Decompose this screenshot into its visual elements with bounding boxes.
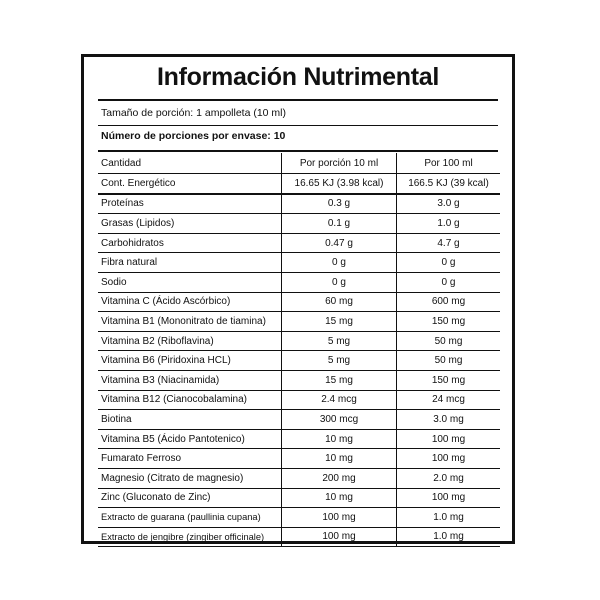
nutrient-name: Extracto de jengibre (zingiber officinale) xyxy=(98,527,282,547)
per-100ml-value: 3.0 mg xyxy=(397,410,501,430)
table-row xyxy=(98,233,500,253)
table-row xyxy=(98,253,500,273)
table-row xyxy=(98,429,500,449)
table-row xyxy=(98,488,500,508)
per-serving-value: 0 g xyxy=(282,253,397,273)
nutrient-name: Vitamina B2 (Riboflavina) xyxy=(98,331,282,351)
header-top-divider xyxy=(98,150,498,152)
per-100ml-value: 1.0 mg xyxy=(397,508,501,528)
per-serving-value: 10 mg xyxy=(282,429,397,449)
table-row xyxy=(98,312,500,332)
table-row xyxy=(98,370,500,390)
table-row xyxy=(98,292,500,312)
nutrient-name: Vitamina B3 (Niacinamida) xyxy=(98,370,282,390)
nutrient-name: Extracto de guarana (paullinia cupana) xyxy=(98,508,282,528)
table-row xyxy=(98,174,500,194)
per-serving-value: 100 mg xyxy=(282,508,397,528)
per-serving-value: 300 mcg xyxy=(282,410,397,430)
per-serving-value: 10 mg xyxy=(282,488,397,508)
table-row xyxy=(98,449,500,469)
per-100ml-value: 50 mg xyxy=(397,331,501,351)
servings-per-container: Número de porciones por envase: 10 xyxy=(101,130,286,142)
serving-size: Tamaño de porción: 1 ampolleta (10 ml) xyxy=(101,107,287,119)
table-row xyxy=(98,390,500,410)
nutrient-name: Zinc (Gluconato de Zinc) xyxy=(98,488,282,508)
nutrient-name: Fibra natural xyxy=(98,253,282,273)
per-100ml-value: 4.7 g xyxy=(397,233,501,253)
per-serving-value: 0.3 g xyxy=(282,194,397,214)
serving-divider xyxy=(98,125,498,126)
table-row xyxy=(98,351,500,371)
per-serving-value: 100 mg xyxy=(282,527,397,547)
per-100ml-value: 100 mg xyxy=(397,488,501,508)
per-serving-value: 16.65 KJ (3.98 kcal) xyxy=(282,174,397,194)
per-serving-value: 60 mg xyxy=(282,292,397,312)
per-serving-value: 200 mg xyxy=(282,468,397,488)
per-100ml-value: 166.5 KJ (39 kcal) xyxy=(397,174,501,194)
per-serving-value: 0.1 g xyxy=(282,214,397,234)
table-row xyxy=(98,410,500,430)
title-divider xyxy=(98,99,498,101)
nutrient-name: Carbohidratos xyxy=(98,233,282,253)
column-header-per-100ml: Por 100 ml xyxy=(397,153,501,174)
per-100ml-value: 100 mg xyxy=(397,429,501,449)
nutrient-name: Fumarato Ferroso xyxy=(98,449,282,469)
nutrient-name: Magnesio (Citrato de magnesio) xyxy=(98,468,282,488)
nutrient-name: Vitamina B12 (Cianocobalamina) xyxy=(98,390,282,410)
nutrient-name: Sodio xyxy=(98,272,282,292)
panel-title: Información Nutrimental xyxy=(156,63,440,91)
per-serving-value: 5 mg xyxy=(282,351,397,371)
nutrient-name: Cont. Energético xyxy=(98,174,282,194)
nutrient-name: Grasas (Lipidos) xyxy=(98,214,282,234)
per-100ml-value: 1.0 g xyxy=(397,214,501,234)
table-row xyxy=(98,272,500,292)
per-serving-value: 15 mg xyxy=(282,312,397,332)
per-serving-value: 10 mg xyxy=(282,449,397,469)
nutrition-facts-panel xyxy=(81,54,515,544)
per-serving-value: 2.4 mcg xyxy=(282,390,397,410)
table-row xyxy=(98,508,500,528)
table-row xyxy=(98,331,500,351)
per-100ml-value: 0 g xyxy=(397,253,501,273)
per-100ml-value: 100 mg xyxy=(397,449,501,469)
table-header-row xyxy=(98,153,500,174)
nutrient-name: Vitamina B6 (Piridoxina HCL) xyxy=(98,351,282,371)
per-serving-value: 5 mg xyxy=(282,331,397,351)
nutrient-name: Proteínas xyxy=(98,194,282,214)
per-serving-value: 0.47 g xyxy=(282,233,397,253)
table-row xyxy=(98,468,500,488)
per-100ml-value: 50 mg xyxy=(397,351,501,371)
nutrient-name: Vitamina B5 (Ácido Pantotenico) xyxy=(98,429,282,449)
per-100ml-value: 600 mg xyxy=(397,292,501,312)
per-serving-value: 15 mg xyxy=(282,370,397,390)
nutrient-name: Biotina xyxy=(98,410,282,430)
table-row xyxy=(98,194,500,214)
table-row xyxy=(98,214,500,234)
per-100ml-value: 3.0 g xyxy=(397,194,501,214)
nutrient-name: Vitamina B1 (Mononitrato de tiamina) xyxy=(98,312,282,332)
column-header-per-serving: Por porción 10 ml xyxy=(282,153,397,174)
per-100ml-value: 150 mg xyxy=(397,312,501,332)
nutrient-name: Vitamina C (Ácido Ascórbico) xyxy=(98,292,282,312)
per-100ml-value: 1.0 mg xyxy=(397,527,501,547)
per-serving-value: 0 g xyxy=(282,272,397,292)
per-100ml-value: 0 g xyxy=(397,272,501,292)
nutrition-table xyxy=(98,153,500,547)
per-100ml-value: 2.0 mg xyxy=(397,468,501,488)
per-100ml-value: 150 mg xyxy=(397,370,501,390)
per-100ml-value: 24 mcg xyxy=(397,390,501,410)
column-header-quantity: Cantidad xyxy=(98,153,282,174)
table-row xyxy=(98,527,500,547)
